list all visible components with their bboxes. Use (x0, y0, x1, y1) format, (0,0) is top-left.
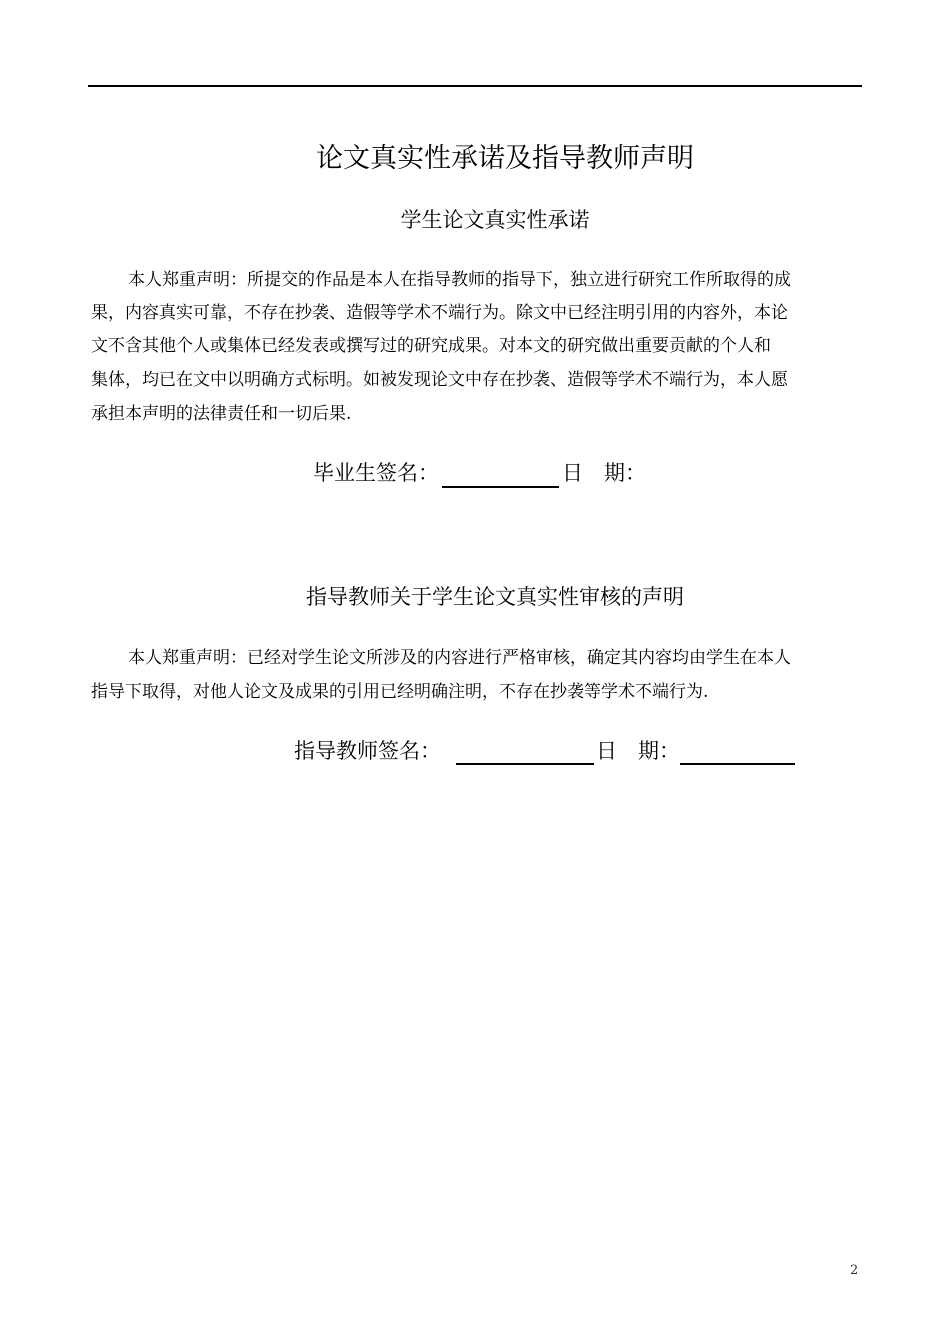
header-rule (88, 85, 862, 87)
student-date-label: 日 期： (562, 461, 646, 485)
student-statement-line-3: 文不含其他个人或集体已经发表或撰写过的研究成果。对本文的研究做出重要贡献的个人和 (91, 336, 771, 356)
page-title: 论文真实性承诺及指导教师声明 (316, 143, 694, 174)
advisor-date-line (680, 763, 795, 765)
advisor-section-heading: 指导教师关于学生论文真实性审核的声明 (306, 585, 684, 609)
student-statement-line-2: 果，内容真实可靠，不存在抄袭、造假等学术不端行为。除文中已经注明引用的内容外，本论 (91, 303, 788, 323)
student-statement-line-1: 本人郑重声明：所提交的作品是本人在指导教师的指导下，独立进行研究工作所取得的成 (128, 270, 791, 290)
student-signature-label: 毕业生签名： (313, 461, 439, 485)
advisor-statement-line-2: 指导下取得，对他人论文及成果的引用已经明确注明，不存在抄袭等学术不端行为. (91, 682, 709, 702)
student-statement-line-5: 承担本声明的法律责任和一切后果. (91, 404, 352, 424)
student-signature-line (442, 486, 559, 488)
advisor-date-label: 日 期： (596, 739, 680, 763)
advisor-signature-line (456, 763, 594, 765)
advisor-statement-line-1: 本人郑重声明：已经对学生论文所涉及的内容进行严格审核，确定其内容均由学生在本人 (128, 648, 791, 668)
student-statement-line-4: 集体，均已在文中以明确方式标明。如被发现论文中存在抄袭、造假等学术不端行为，本人愿 (91, 370, 788, 390)
advisor-signature-label: 指导教师签名： (294, 739, 441, 763)
student-section-heading: 学生论文真实性承诺 (400, 208, 590, 232)
page-number: 2 (850, 1263, 859, 1278)
